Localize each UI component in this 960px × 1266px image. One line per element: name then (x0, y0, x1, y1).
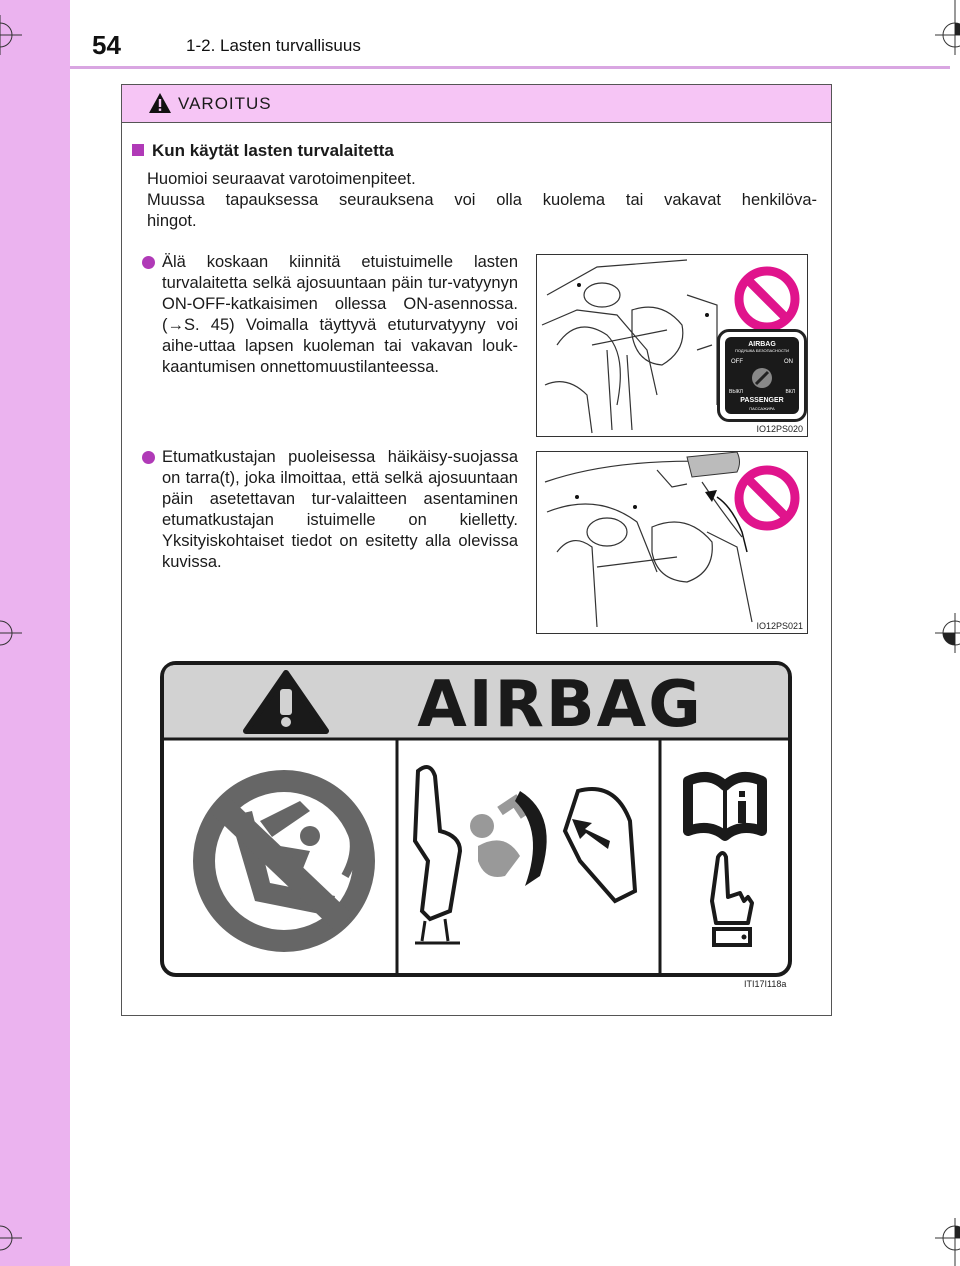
figure-code: IO12PS020 (756, 424, 803, 434)
section-heading (132, 141, 394, 161)
warning-header (122, 85, 831, 123)
bullet-item-2 (142, 447, 518, 573)
panel-passenger-ru: ПАССАЖИРА (749, 406, 775, 411)
label-figure-code: ITI17I118a (744, 979, 787, 989)
panel-on-ru: ВКЛ (785, 389, 795, 395)
warning-triangle-icon (148, 92, 172, 114)
intro-line-1: Huomioi seuraavat varotoimenpiteet. (147, 170, 416, 188)
bullet-item-1 (142, 252, 518, 378)
panel-subtitle: ПОДУШКА БЕЗОПАСНОСТИ (734, 348, 790, 353)
warning-box (121, 84, 832, 1016)
round-bullet-icon (142, 451, 155, 464)
figure-code: IO12PS021 (756, 621, 803, 631)
switch-knob-icon (751, 367, 773, 389)
airbag-label-title: AIRBAG (417, 668, 703, 742)
airbag-switch-callout (717, 329, 807, 422)
panel-passenger: PASSENGER (740, 397, 784, 404)
header-rule (70, 66, 950, 69)
airbag-warning-label (160, 661, 792, 977)
round-bullet-icon (142, 256, 155, 269)
bullet-text-2: Etumatkustajan puoleisessa häikäisy-suojassa on tarra(t), joka ilmoittaa, että selkä ajosuuntaan päin asetettavan tur-valaitteen asentaminen etumatkustajan istuimelle on kielletty. Yksityiskohtaiset tiedot on esitetty alla olevissa kuvissa. (162, 448, 518, 571)
intro-line-3: hingot. (147, 212, 197, 230)
panel-off-ru: ВЫКЛ (729, 389, 743, 395)
figure-rear-facing-seat-airbag-on (536, 254, 808, 437)
panel-off: OFF (731, 359, 743, 365)
square-bullet-icon (132, 144, 144, 156)
figure-sun-visor-label (536, 451, 808, 634)
airbag-switch-panel (725, 337, 799, 414)
prohibition-icon (733, 265, 801, 333)
warning-title: VAROITUS (178, 94, 272, 113)
bullet-text-1: Älä koskaan kiinnitä etuistuimelle lasten turvalaitetta selkä ajosuuntaan päin tur-vatyynyn ON-OFF-katkaisimen ollessa ON-asennossa. (→S. 45) Voimalla täyttyvä etuturvatyyny voi aihe-uttaa lapsen kuoleman tai vakavan louk-kaantumisen onnettomuustilanteessa. (162, 253, 518, 376)
panel-title: AIRBAG (748, 341, 776, 348)
intro-line-2: Muussa tapauksessa seurauksena voi olla kuolema tai vakavat henkilöva- (147, 191, 817, 209)
chapter-title: 1-2. Lasten turvallisuus (186, 36, 361, 55)
panel-on: ON (784, 359, 793, 365)
prohibition-icon (733, 464, 801, 532)
section-heading-text: Kun käytät lasten turvalaitetta (152, 141, 394, 160)
page-number: 54 (92, 30, 121, 60)
